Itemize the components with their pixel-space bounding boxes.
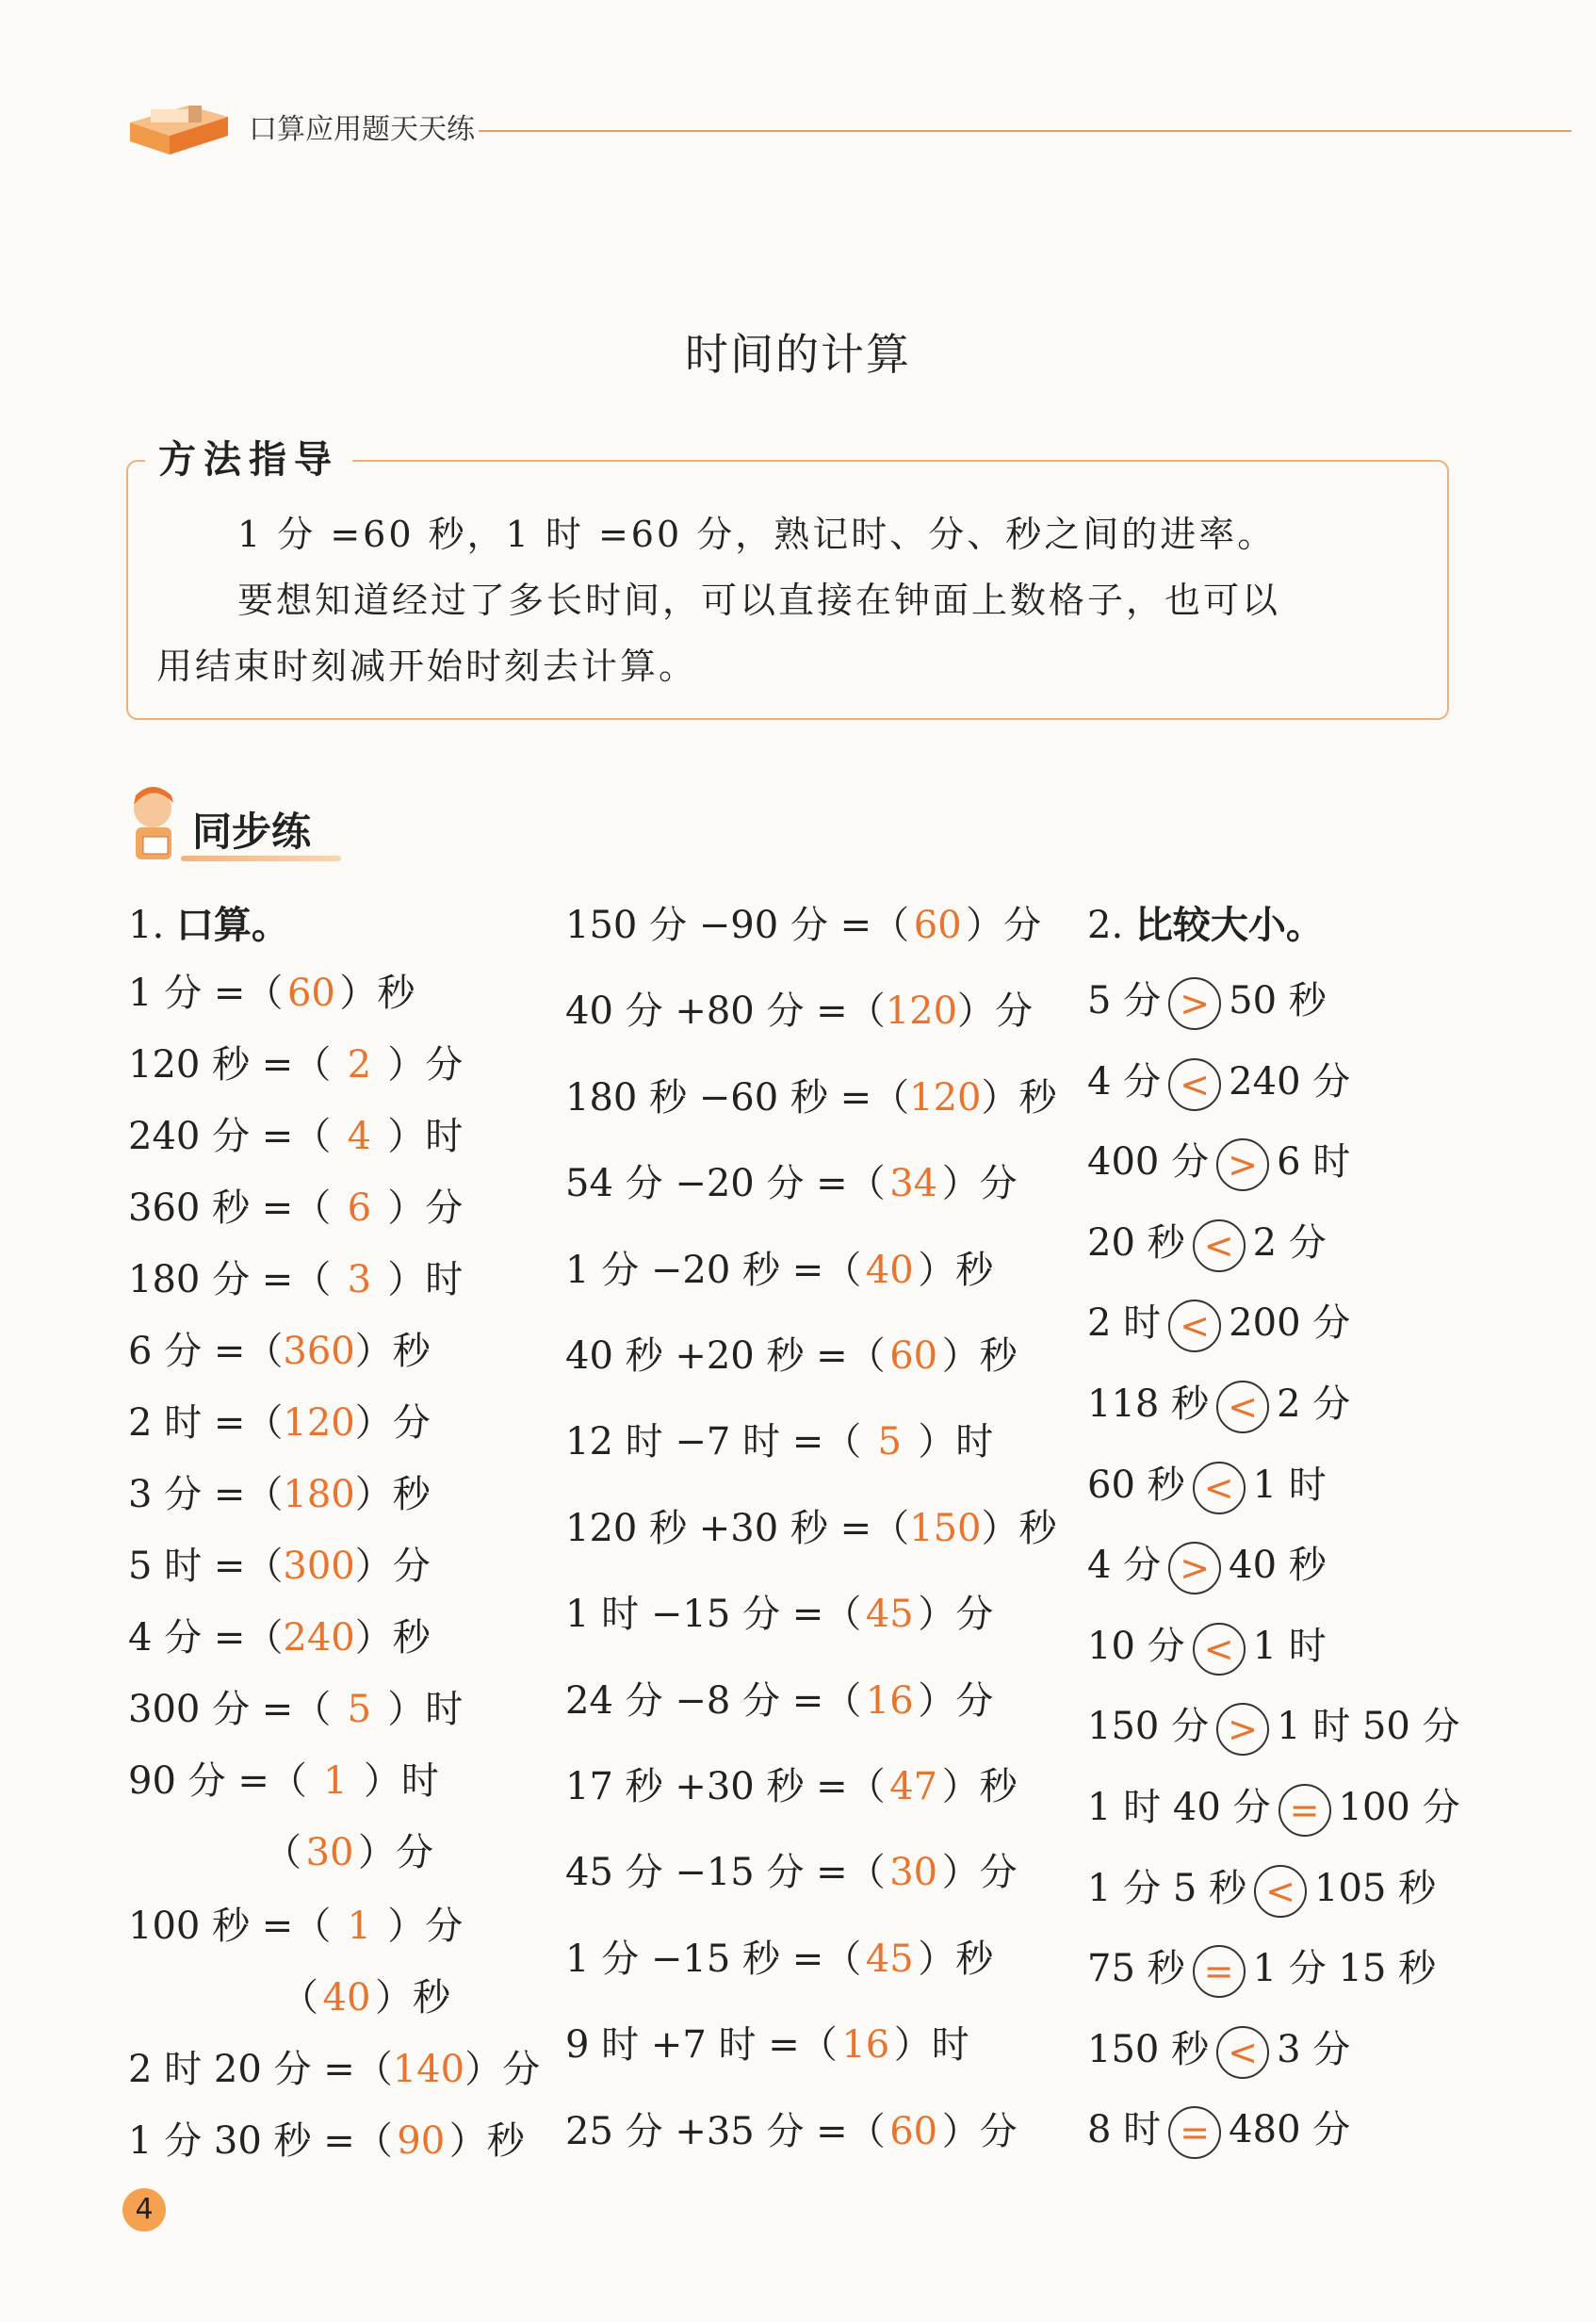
comparison-right: 1 时 50 分 — [1277, 1705, 1460, 1749]
equation-text: 24 分 −8 分 =（ — [565, 1678, 862, 1723]
comparison-right: 50 秒 — [1229, 979, 1327, 1022]
comparison-left: 4 分 — [1087, 1059, 1162, 1104]
comparison-right: 2 分 — [1277, 1382, 1351, 1426]
comparison-row — [1087, 1052, 1350, 1111]
comparison-symbol: < — [1216, 1381, 1269, 1433]
equation-text: 40 分 +80 分 =（ — [565, 989, 886, 1034]
answer-value: 6 — [347, 1186, 372, 1230]
answer-value: 140 — [392, 2048, 465, 2091]
comparison-symbol: = — [1278, 1784, 1331, 1837]
equation-unit: ）秒 — [448, 2119, 525, 2163]
section1-heading — [128, 895, 289, 949]
equation-unit: ）分 — [918, 1678, 994, 1723]
answer-value: 40 — [322, 1976, 371, 2019]
comparison-row — [1087, 1455, 1327, 1514]
equation-row — [128, 963, 415, 1017]
equation-row — [128, 1896, 463, 1950]
equation-row — [565, 1757, 1018, 1810]
comparison-left: 4 分 — [1087, 1544, 1162, 1588]
equation-unit: ）时 — [387, 1115, 464, 1158]
comparison-right: 1 时 — [1252, 1463, 1327, 1507]
comparison-symbol: < — [1216, 2026, 1269, 2079]
equation-text: 6 分 =（ — [128, 1330, 284, 1373]
comparison-left: 10 分 — [1087, 1624, 1185, 1668]
comparison-symbol: < — [1254, 1865, 1307, 1918]
answer-value: 60 — [913, 904, 962, 947]
equation-unit: ）分 — [387, 1186, 464, 1230]
equation-text: 9 时 +7 时 =（ — [565, 2023, 838, 2068]
answer-value: 120 — [909, 1075, 982, 1120]
equation-unit: ）时 — [387, 1258, 464, 1301]
equation-text: 25 分 +35 分 =（ — [565, 2109, 886, 2153]
equation-row — [128, 1536, 431, 1590]
equation-unit: ）分 — [387, 1043, 464, 1087]
equation-unit: ）分 — [387, 1905, 464, 1948]
comparison-right: 40 秒 — [1229, 1544, 1327, 1588]
equation-unit: ）时 — [918, 1420, 994, 1464]
comparison-symbol: = — [1168, 2106, 1221, 2159]
comparison-row — [1087, 1535, 1327, 1594]
equation-row — [565, 1929, 993, 1983]
answer-value: 120 — [885, 989, 958, 1034]
equation-unit: ）分 — [941, 2109, 1018, 2153]
equation-row — [128, 2039, 540, 2093]
section2-heading — [1087, 895, 1324, 949]
comparison-right: 200 分 — [1229, 1301, 1351, 1346]
equation-row — [128, 1178, 463, 1232]
answer-value: 90 — [397, 2119, 446, 2163]
equation-text: 1 时 −15 分 =（ — [565, 1593, 862, 1637]
comparison-right: 1 时 — [1252, 1624, 1327, 1668]
comparison-row — [1087, 2100, 1350, 2159]
equation-row — [128, 1393, 431, 1447]
series-title: 口算应用题天天练 — [249, 113, 475, 146]
comparison-symbol: < — [1193, 1623, 1246, 1676]
method-line: 1 分 =60 秒，1 时 =60 分，熟记时、分、秒之间的进率。 — [237, 514, 1277, 555]
comparison-left: 400 分 — [1087, 1140, 1210, 1185]
comparison-row — [1087, 1132, 1350, 1191]
comparison-row — [1087, 2019, 1350, 2079]
equation-text: 2 时 20 分 =（ — [128, 2048, 393, 2091]
answer-value: 240 — [283, 1616, 355, 1660]
answer-value: 60 — [889, 2109, 938, 2153]
equation-text: 360 秒 =（ — [128, 1186, 332, 1230]
equation-text: 150 分 −90 分 =（ — [565, 904, 910, 947]
comparison-right: 480 分 — [1229, 2108, 1351, 2152]
equation-text: 180 秒 −60 秒 =（ — [565, 1075, 910, 1120]
equation-unit: ）分 — [464, 2048, 541, 2091]
answer-value: 150 — [909, 1506, 982, 1550]
equation-text: 5 时 =（ — [128, 1545, 284, 1588]
comparison-right: 3 分 — [1277, 2027, 1351, 2071]
comparison-right: 105 秒 — [1314, 1866, 1437, 1910]
equation-row — [128, 1751, 439, 1805]
equation-unit: ）分 — [941, 1851, 1018, 1895]
section-number: 2. — [1087, 904, 1124, 947]
equation-unit: ）时 — [387, 1688, 464, 1731]
equation-text: 3 分 =（ — [128, 1473, 284, 1516]
answer-value: 120 — [283, 1401, 355, 1445]
answer-value: 40 — [865, 1248, 914, 1292]
practice-underline — [181, 856, 341, 861]
answer-value: 5 — [877, 1420, 902, 1464]
equation-unit: ）秒 — [981, 1506, 1057, 1550]
answer-value: 45 — [865, 1937, 914, 1981]
comparison-row — [1087, 1777, 1460, 1837]
equation-unit: ）秒 — [339, 972, 415, 1015]
comparison-symbol: = — [1193, 1945, 1246, 1998]
equation-row — [128, 1464, 431, 1518]
comparison-symbol: > — [1216, 1703, 1269, 1756]
equation-row — [264, 1823, 433, 1876]
answer-value: 60 — [286, 972, 335, 1015]
method-line: 用结束时刻减开始时刻去计算。 — [156, 646, 698, 687]
comparison-left: 1 时 40 分 — [1087, 1786, 1271, 1829]
comparison-left: 118 秒 — [1087, 1382, 1210, 1426]
comparison-row — [1087, 1696, 1460, 1756]
equation-unit: ）分 — [957, 989, 1034, 1034]
answer-value: 2 — [347, 1043, 372, 1087]
practice-banner — [124, 782, 341, 867]
equation-row — [565, 1842, 1018, 1896]
equation-text: （ — [264, 1831, 301, 1874]
child-reading-icon — [124, 782, 185, 865]
equation-text: 180 分 =（ — [128, 1258, 332, 1301]
equation-row — [565, 1068, 1057, 1121]
equation-unit: ）分 — [354, 1545, 431, 1588]
answer-value: 4 — [347, 1115, 372, 1158]
equation-text: 240 分 =（ — [128, 1115, 332, 1158]
comparison-row — [1087, 1858, 1436, 1918]
equation-row — [565, 1240, 993, 1294]
comparison-row — [1087, 1938, 1436, 1998]
answer-value: 30 — [305, 1831, 354, 1874]
method-guide-heading: 方法指导 — [145, 430, 352, 483]
equation-row — [565, 2015, 969, 2069]
comparison-left: 1 分 5 秒 — [1087, 1866, 1247, 1910]
comparison-row — [1087, 971, 1327, 1030]
page-number: 4 — [122, 2188, 166, 2232]
equation-unit: ）秒 — [375, 1976, 450, 2019]
equation-row — [128, 1106, 463, 1160]
equation-text: 17 秒 +30 秒 =（ — [565, 1765, 886, 1808]
section-number: 1. — [128, 904, 165, 947]
comparison-symbol: > — [1168, 977, 1221, 1030]
equation-text: 120 秒 +30 秒 =（ — [565, 1506, 910, 1550]
comparison-right: 2 分 — [1252, 1220, 1327, 1265]
method-line: 要想知道经过了多长时间，可以直接在钟面上数格子，也可以 — [237, 580, 1281, 621]
comparison-left: 2 时 — [1087, 1301, 1162, 1346]
equation-unit: ）分 — [941, 1162, 1018, 1206]
comparison-symbol: < — [1168, 1058, 1221, 1111]
comparison-left: 5 分 — [1087, 979, 1162, 1022]
header-rule — [479, 130, 1572, 132]
equation-text: 1 分 −15 秒 =（ — [565, 1937, 862, 1981]
equation-text: 120 秒 =（ — [128, 1043, 332, 1087]
equation-row — [128, 1679, 463, 1733]
comparison-right: 1 分 15 秒 — [1252, 1947, 1437, 1991]
equation-text: 54 分 −20 分 =（ — [565, 1162, 886, 1206]
section-title: 口算。 — [175, 904, 289, 947]
equation-text: 2 时 =（ — [128, 1401, 284, 1445]
comparison-left: 20 秒 — [1087, 1220, 1185, 1265]
answer-value: 360 — [283, 1330, 355, 1373]
equation-unit: ）分 — [354, 1401, 431, 1445]
equation-row — [565, 895, 1041, 949]
equation-unit: ）秒 — [918, 1937, 994, 1981]
equation-row — [565, 1584, 993, 1638]
equation-unit: ）时 — [893, 2023, 969, 2068]
comparison-left: 150 秒 — [1087, 2027, 1210, 2071]
equation-unit: ）秒 — [354, 1616, 431, 1660]
equation-row — [565, 981, 1033, 1035]
comparison-right: 240 分 — [1229, 1059, 1351, 1104]
comparison-row — [1087, 1374, 1350, 1433]
section-title: 比较大小。 — [1134, 904, 1324, 947]
equation-unit: ）分 — [358, 1831, 433, 1874]
comparison-symbol: < — [1193, 1462, 1246, 1514]
comparison-row — [1087, 1293, 1350, 1352]
comparison-right: 100 分 — [1338, 1786, 1460, 1829]
equation-row — [128, 1250, 463, 1303]
equation-row — [281, 1968, 450, 2021]
equation-text: 1 分 30 秒 =（ — [128, 2119, 393, 2163]
practice-label: 同步练 — [192, 809, 312, 855]
equation-text: 45 分 −15 分 =（ — [565, 1851, 886, 1895]
answer-value: 5 — [347, 1688, 372, 1731]
book-stack-logo-icon — [122, 85, 236, 160]
comparison-row — [1087, 1616, 1327, 1676]
answer-value: 1 — [323, 1759, 348, 1803]
comparison-symbol: > — [1216, 1138, 1269, 1191]
comparison-left: 8 时 — [1087, 2108, 1162, 2152]
answer-value: 60 — [889, 1334, 938, 1378]
equation-row — [565, 1153, 1018, 1207]
equation-text: 1 分 =（ — [128, 972, 284, 1015]
equation-unit: ）秒 — [354, 1473, 431, 1516]
equation-text: 100 秒 =（ — [128, 1905, 332, 1948]
answer-value: 180 — [283, 1473, 355, 1516]
equation-unit: ）秒 — [981, 1075, 1057, 1120]
comparison-left: 60 秒 — [1087, 1463, 1185, 1507]
comparison-left: 150 分 — [1087, 1705, 1210, 1749]
equation-unit: ）时 — [363, 1759, 439, 1803]
answer-value: 16 — [865, 1678, 914, 1723]
equation-text: 40 秒 +20 秒 =（ — [565, 1334, 886, 1378]
equation-unit: ）分 — [966, 904, 1042, 947]
equation-unit: ）秒 — [918, 1248, 994, 1292]
equation-unit: ）秒 — [941, 1334, 1018, 1378]
equation-unit: ）秒 — [354, 1330, 431, 1373]
equation-text: 4 分 =（ — [128, 1616, 284, 1660]
equation-row — [565, 1671, 993, 1725]
answer-value: 34 — [889, 1162, 938, 1206]
answer-value: 3 — [347, 1258, 372, 1301]
answer-value: 45 — [865, 1593, 914, 1637]
page-header — [122, 81, 1573, 166]
equation-text: 1 分 −20 秒 =（ — [565, 1248, 862, 1292]
comparison-right: 6 时 — [1277, 1140, 1351, 1185]
answer-value: 30 — [889, 1851, 938, 1895]
answer-value: 1 — [347, 1905, 372, 1948]
comparison-symbol: > — [1168, 1542, 1221, 1594]
comparison-symbol: < — [1193, 1219, 1246, 1272]
equation-row — [128, 1608, 431, 1661]
answer-value: 16 — [841, 2023, 890, 2068]
comparison-left: 75 秒 — [1087, 1947, 1185, 1991]
equation-text: 300 分 =（ — [128, 1688, 332, 1731]
answer-value: 300 — [283, 1545, 355, 1588]
equation-row — [128, 2111, 525, 2165]
comparison-symbol: < — [1168, 1300, 1221, 1352]
equation-unit: ）秒 — [941, 1765, 1018, 1808]
answer-value: 47 — [889, 1765, 938, 1808]
equation-row — [565, 2101, 1018, 2155]
equation-row — [565, 1498, 1057, 1552]
equation-unit: ）分 — [918, 1593, 994, 1637]
equation-row — [128, 1321, 431, 1375]
equation-row — [565, 1326, 1018, 1380]
page-title: 时间的计算 — [685, 329, 911, 380]
equation-row — [565, 1412, 993, 1465]
equation-text: 90 分 =（ — [128, 1759, 307, 1803]
equation-text: （ — [281, 1976, 318, 2019]
comparison-row — [1087, 1213, 1327, 1272]
equation-row — [128, 1035, 463, 1088]
equation-text: 12 时 −7 时 =（ — [565, 1420, 862, 1464]
